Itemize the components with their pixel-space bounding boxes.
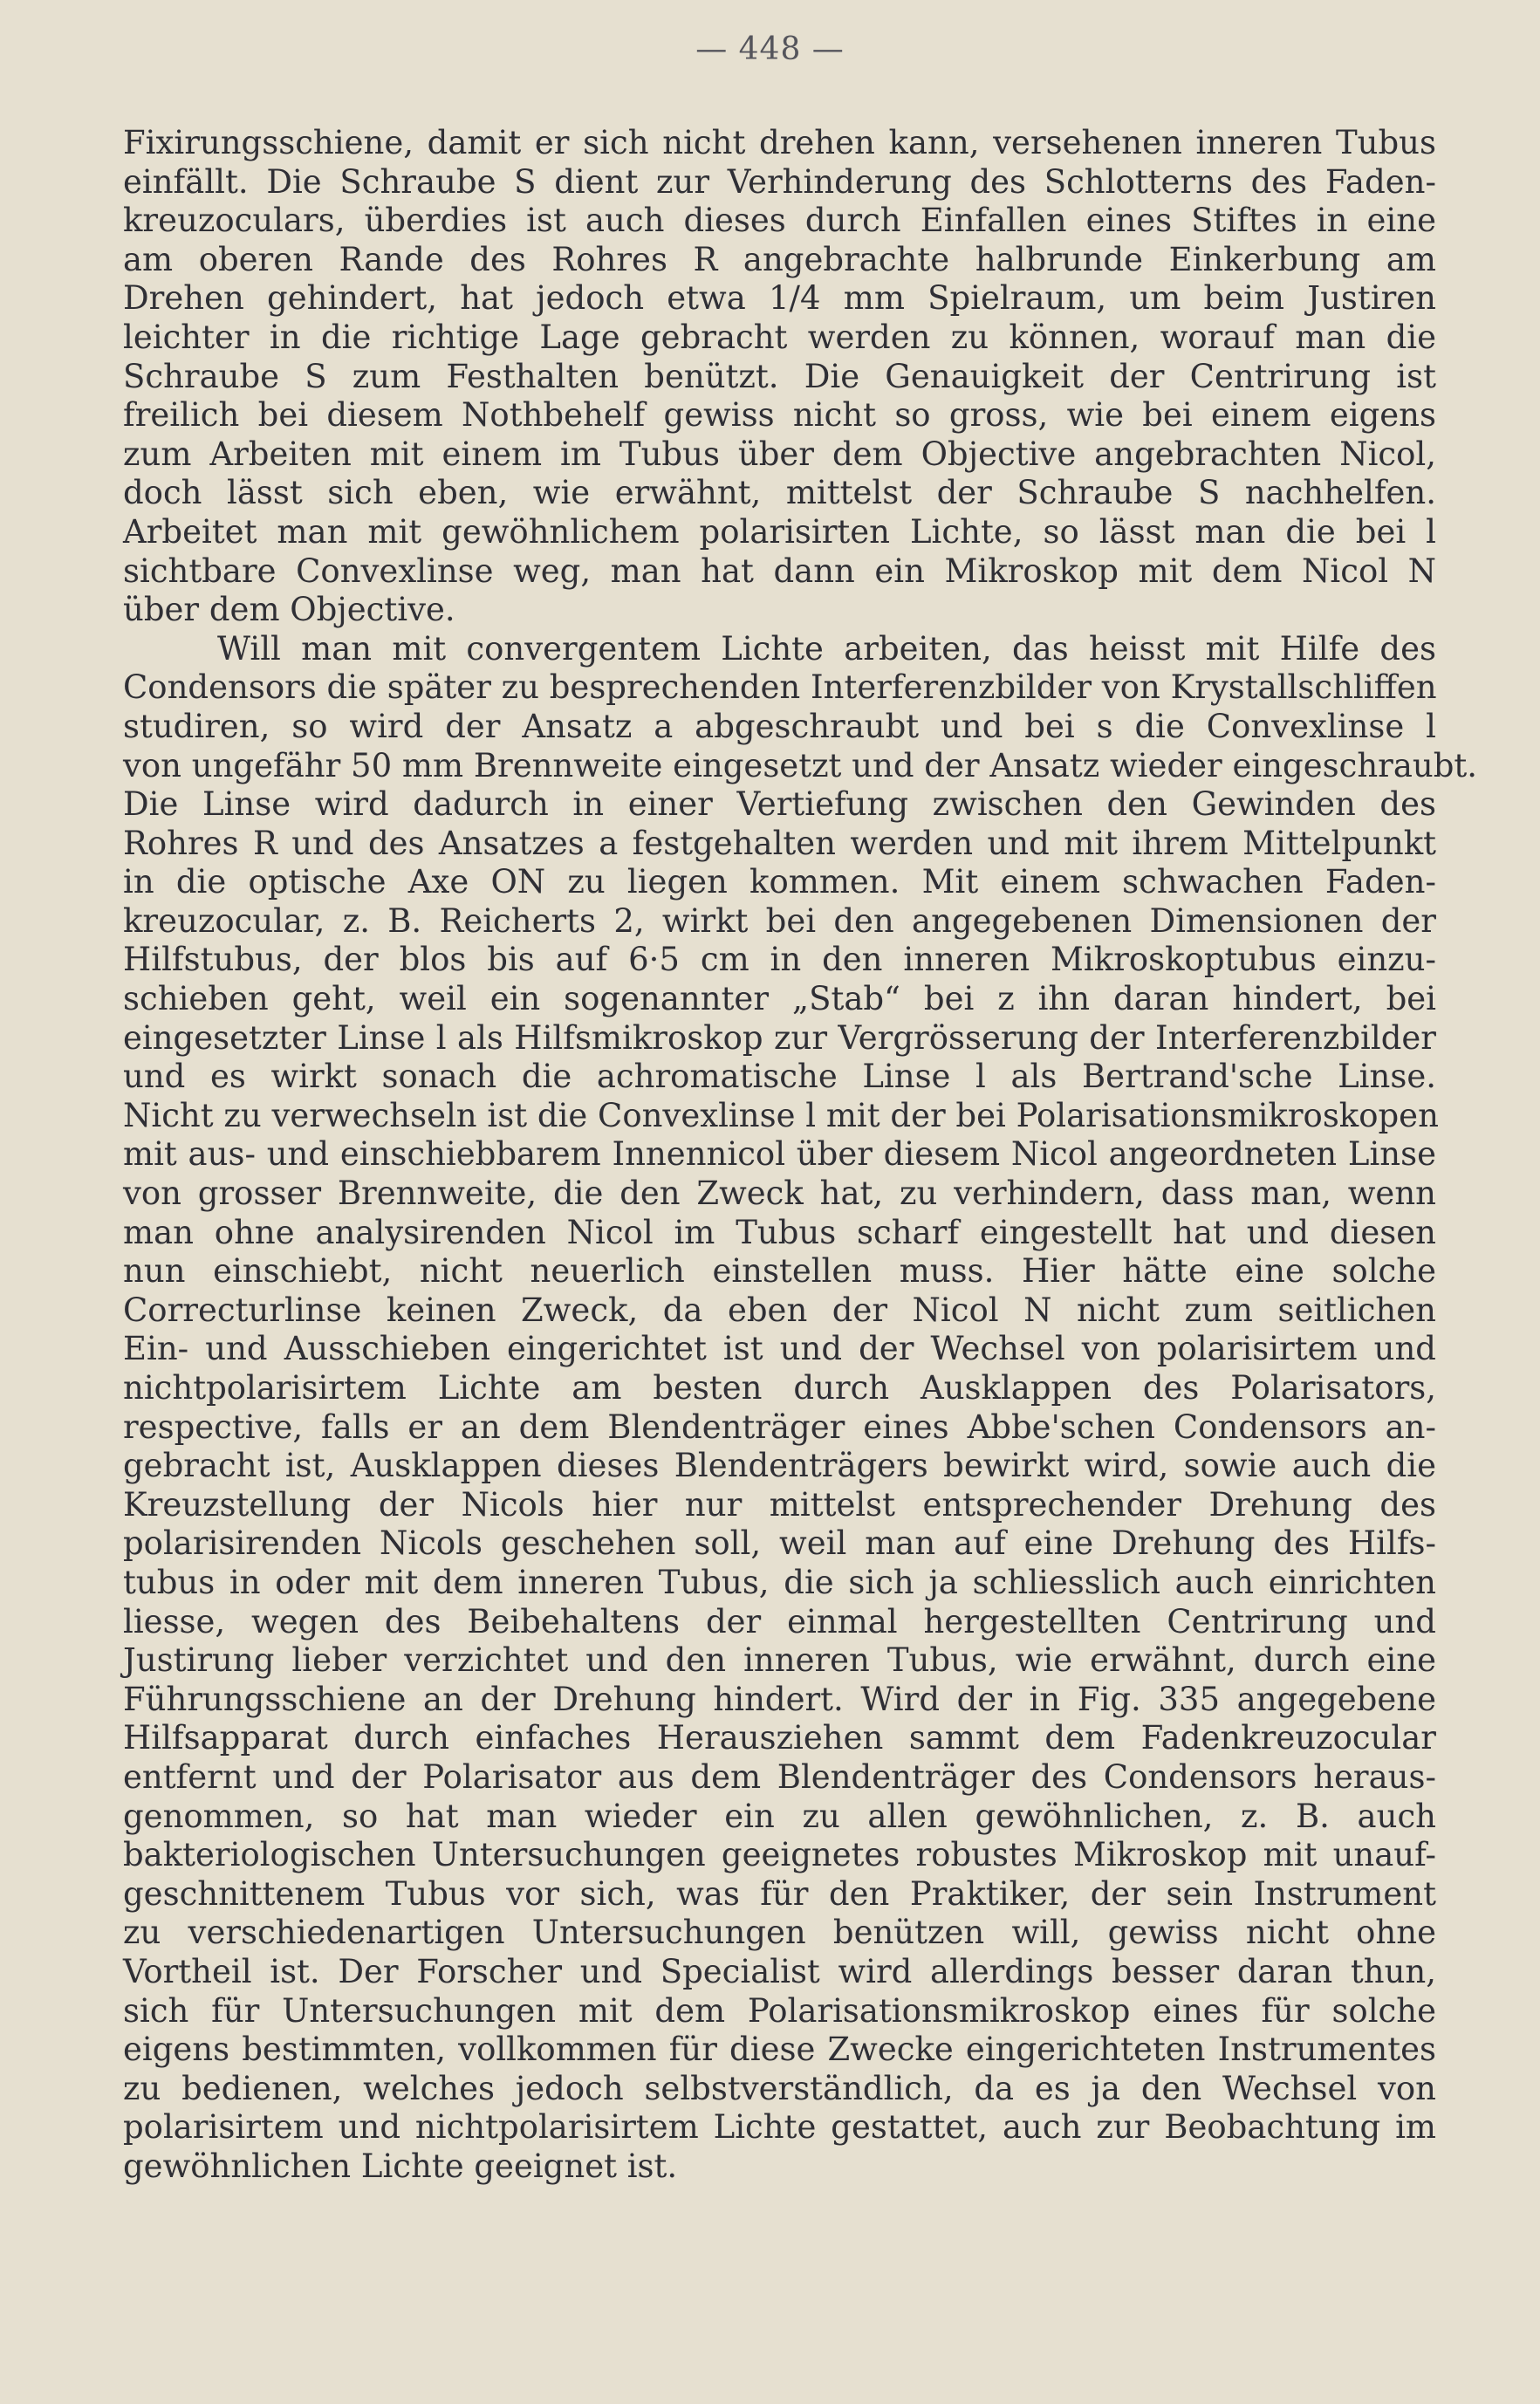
text-line: Vortheil ist. Der Forscher und Specialist wird allerdings besser daran thun, — [123, 1952, 1436, 1990]
text-line: sichtbare Convexlinse weg, man hat dann ein Mikroskop mit dem Nicol N — [123, 551, 1436, 590]
text-line: schieben geht, weil ein sogenannter „Stab“ bei z ihn daran hindert, bei — [123, 980, 1436, 1018]
text-line: leichter in die richtige Lage gebracht werden zu können, worauf man die — [123, 318, 1436, 356]
text-line: von grosser Brennweite, die den Zweck hat, zu verhindern, dass man, wenn — [123, 1175, 1436, 1213]
text-line: geschnittenem Tubus vor sich, was für den Praktiker, der sein Instrument — [123, 1874, 1436, 1913]
text-line: Hilfstubus, der blos bis auf 6·5 cm in den inneren Mikroskoptubus einzu- — [123, 941, 1436, 979]
text-line: gebracht ist, Ausklappen dieses Blendenträgers bewirkt wird, sowie auch die — [123, 1447, 1436, 1485]
text-line: Hilfsapparat durch einfaches Herausziehen sammt dem Fadenkreuzocular — [123, 1719, 1436, 1757]
text-line: respective, falls er an dem Blendenträger eines Abbe'schen Condensors an- — [123, 1407, 1436, 1446]
text-line: am oberen Rande des Rohres R angebrachte halbrunde Einkerbung am — [123, 240, 1436, 278]
text-line: studiren, so wird der Ansatz a abgeschraubt und bei s die Convexlinse l — [123, 707, 1436, 745]
text-line: polarisirenden Nicols geschehen soll, weil man auf eine Drehung des Hilfs- — [123, 1524, 1436, 1563]
text-line: Will man mit convergentem Lichte arbeiten, das heisst mit Hilfe des — [217, 629, 1436, 668]
text-line: Justirung lieber verzichtet und den inneren Tubus, wie erwähnt, durch eine — [123, 1641, 1436, 1680]
body-text — [123, 124, 1478, 2186]
text-line: gewöhnlichen Lichte geeignet ist. — [123, 2147, 678, 2185]
text-line: tubus in oder mit dem inneren Tubus, die sich ja schliesslich auch einrichten — [123, 1563, 1436, 1601]
text-line: polarisirtem und nichtpolarisirtem Lichte gestattet, auch zur Beobachtung im — [123, 2108, 1436, 2147]
text-line: nun einschiebt, nicht neuerlich einstellen muss. Hier hätte eine solche — [123, 1252, 1436, 1291]
text-line: Rohres R und des Ansatzes a festgehalten werden und mit ihrem Mittelpunkt — [123, 824, 1436, 862]
text-line: freilich bei diesem Nothbehelf gewiss nicht so gross, wie bei einem eigens — [123, 396, 1436, 435]
text-line: zum Arbeiten mit einem im Tubus über dem Objective angebrachten Nicol, — [123, 435, 1436, 473]
text-line: Kreuzstellung der Nicols hier nur mittelst entsprechender Drehung des — [123, 1485, 1436, 1524]
text-line: Correcturlinse keinen Zweck, da eben der Nicol N nicht zum seitlichen — [123, 1291, 1436, 1329]
text-line: kreuzoculars, überdies ist auch dieses durch Einfallen eines Stiftes in eine — [123, 202, 1436, 240]
text-line: man ohne analysirenden Nicol im Tubus scharf eingestellt hat und diesen — [123, 1213, 1436, 1251]
text-line: entfernt und der Polarisator aus dem Blendenträger des Condensors heraus- — [123, 1757, 1436, 1796]
text-line: Führungsschiene an der Drehung hindert. Wird der in Fig. 335 angegebene — [123, 1680, 1436, 1718]
text-line: Condensors die später zu besprechenden Interferenzbilder von Krystallschliffen — [123, 668, 1437, 707]
text-line: Fixirungsschiene, damit er sich nicht drehen kann, versehenen inneren Tubus — [123, 124, 1436, 161]
text-line: Ein- und Ausschieben eingerichtet ist und der Wechsel von polarisirtem und — [123, 1330, 1436, 1368]
text-line: und es wirkt sonach die achromatische Linse l als Bertrand'sche Linse. — [123, 1058, 1436, 1096]
text-line: in die optische Axe ON zu liegen kommen. Mit einem schwachen Faden- — [123, 863, 1436, 901]
text-line: Nicht zu verwechseln ist die Convexlinse l mit der bei Polarisationsmikroskopen — [123, 1096, 1439, 1134]
text-line: Arbeitet man mit gewöhnlichem polarisirten Lichte, so lässt man die bei l — [123, 512, 1436, 551]
text-line: liesse, wegen des Beibehaltens der einmal hergestellten Centrirung und — [123, 1602, 1436, 1640]
text-line: kreuzocular, z. B. Reicherts 2, wirkt bei den angegebenen Dimensionen der — [123, 901, 1436, 940]
text-line: doch lässt sich eben, wie erwähnt, mittelst der Schraube S nachhelfen. — [123, 474, 1436, 512]
text-line: sich für Untersuchungen mit dem Polarisationsmikroskop eines für solche — [123, 1991, 1436, 2030]
text-line: von ungefähr 50 mm Brennweite eingesetzt und der Ansatz wieder eingeschraubt. — [123, 746, 1478, 784]
text-line: zu verschiedenartigen Untersuchungen benützen will, gewiss nicht ohne — [123, 1914, 1436, 1952]
page-number: — 448 — — [695, 31, 845, 67]
text-line: einfällt. Die Schraube S dient zur Verhinderung des Schlotterns des Faden- — [123, 162, 1436, 201]
text-line: mit aus- und einschiebbarem Innennicol über diesem Nicol angeordneten Linse — [123, 1135, 1436, 1174]
text-line: zu bedienen, welches jedoch selbstverständlich, da es ja den Wechsel von — [123, 2069, 1436, 2107]
text-line: Schraube S zum Festhalten benützt. Die Genauigkeit der Centrirung ist — [123, 357, 1436, 395]
text-line: über dem Objective. — [123, 591, 455, 629]
text-line: genommen, so hat man wieder ein zu allen gewöhnlichen, z. B. auch — [123, 1797, 1436, 1835]
text-line: bakteriologischen Untersuchungen geeignetes robustes Mikroskop mit unauf- — [123, 1836, 1436, 1874]
text-line: eingesetzter Linse l als Hilfsmikroskop zur Vergrösserung der Interferenzbilder — [123, 1018, 1436, 1057]
text-line: nichtpolarisirtem Lichte am besten durch Ausklappen des Polarisators, — [123, 1369, 1436, 1407]
text-line: Drehen gehindert, hat jedoch etwa 1/4 mm Spielraum, um beim Justiren — [123, 279, 1436, 318]
text-line: eigens bestimmten, vollkommen für diese Zwecke eingerichteten Instrumentes — [123, 2031, 1436, 2069]
text-line: Die Linse wird dadurch in einer Vertiefung zwischen den Gewinden des — [123, 785, 1436, 824]
